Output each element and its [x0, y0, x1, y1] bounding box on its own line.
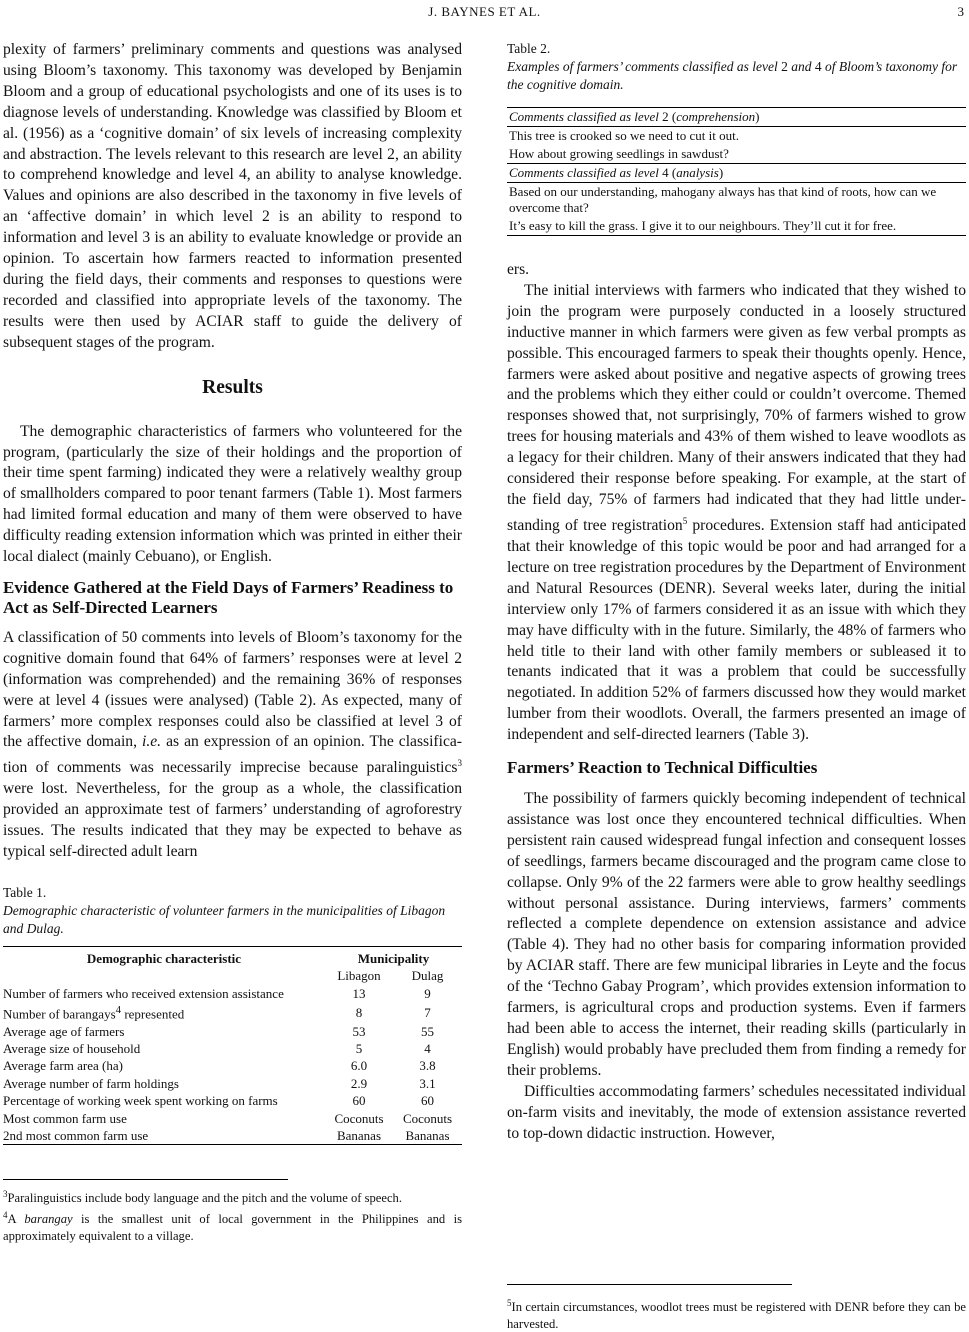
- table1-cell-dulag: 3.8: [419, 1058, 436, 1074]
- table1-cell-libagon: 13: [352, 985, 366, 1001]
- table1-label-text: Number of farmers who received extension assistance: [3, 985, 284, 1001]
- table2-sub1-b: (: [668, 109, 677, 124]
- table1-cell-dulag: Bananas: [405, 1128, 450, 1144]
- table1-label-text: Average age of farmers: [3, 1023, 125, 1039]
- table2-sub2-c: analysis: [676, 165, 719, 180]
- evidence-text-a: A classification of 50 comments into levels of Bloom’s taxonomy for the cognitive domain found that 64% of farmers’ responses were at level 2 (information was comprehended) and the remaining 36% of responses were at level 4 (issues were analysed) (Table 2). As expected, many of farmers’ more complex responses could also be classified at level 3 of the affective domain,: [3, 628, 462, 751]
- table1-cell-dulag: 3.1: [419, 1075, 436, 1091]
- table2-label: Table 2.: [507, 41, 551, 56]
- footnote-4-term: barangay: [24, 1212, 73, 1227]
- table1-cell-libagon: 8: [355, 1004, 363, 1020]
- table1-cell-libagon: 53: [352, 1023, 366, 1039]
- table1-cell-libagon: Coconuts: [334, 1110, 384, 1126]
- table1-cell-libagon: 5: [355, 1041, 363, 1057]
- table2-caption-n2: 4: [814, 59, 822, 74]
- table1-cell-label: [3, 1110, 325, 1127]
- table1-label-text: Number of barangays: [3, 1006, 116, 1022]
- results-paragraph: The demographic characteristics of farmers who volunteered for the program, (particularly the size of their holdings and the proportion of their time spent farming) indicated they were a relatively wealthy group of smallholders compared to poor tenant farmers (Table 1). Most farmers had limited formal education and many of them were observed to have difficulty reading extension information which was printed in either their local dialect (mainly Cebuano), or English.: [3, 422, 462, 566]
- reaction-paragraph-1: The possibility of farmers quickly becoming independent of technical assistance was lost once they encountered technical difficulties. When persistent rain caused widespread fungal infection and consequent losses of seedlings, farmers became discouraged and the program came close to collapse. Only 9% of the 22 farmers were able to grow healthy seedlings without personal assistance. During interviews, farmers’ comments reflected a complete dependence on extension assistance and advice (Table 4). They had no other basis for comparing information provided by ACIAR staff. There are few municipal libraries in Leyte and the focus of the ‘Techno Gabay Program’, which provides extension information to farmers, is agricultural crops and production systems. Even if farmers had been able to access the internet, their reading skills (particularly in English) would probably have precluded them from finding a remedy for their problems.: [507, 790, 966, 1079]
- running-header: [0, 0, 969, 22]
- table1-cell-dulag: Coconuts: [402, 1110, 453, 1126]
- evidence-paragraph: [3, 628, 462, 863]
- table2-caption-a: Examples of farmers’ comments classified as level: [507, 59, 782, 74]
- interview-text-a: The initial interviews with farmers who indicated that they wished to join the program were purposely conducted in a loosely structured inductive manner in which farmers were given as few verbal prompts as possible. This encouraged farmers to speak their thoughts openly. Hence, farmers were asked about positive and negative aspects of growing trees and the problems which they either could or couldn’t overcome. Themed responses showed that, not surprisingly, 70% of farmers wished to grow trees for housing materials and 43% of them wished to leave woodlots as a legacy for their children. Many of their answers indicated that they had considered their response before speaking. For example, at the start of the field day, 75% of farmers had indicated that they had little understanding of tree registration: [507, 281, 966, 535]
- table1-cell-label: [3, 1040, 325, 1057]
- table1-cell-libagon: 60: [352, 1093, 366, 1109]
- interview-paragraph: [507, 281, 966, 746]
- table1-label-text: Percentage of working week spent working on farms: [3, 1093, 278, 1109]
- table2-caption: [507, 40, 966, 94]
- table2-sub1-d: ): [755, 109, 760, 124]
- footnote-ref-5: 5: [682, 515, 688, 526]
- table1-cell-label: [3, 1092, 325, 1109]
- table2-sub1-a: Comments classified as level: [509, 109, 663, 124]
- right-column: [507, 40, 966, 1144]
- right-footnotes: [507, 1284, 966, 1332]
- footnote-rule: [3, 1179, 288, 1180]
- results-heading: Results: [202, 376, 263, 398]
- table1-col-libagon: Libagon: [337, 968, 381, 984]
- evidence-heading: Evidence Gathered at the Field Days of Farmers’ Readiness to Act as Self-Directed Learners: [3, 577, 454, 617]
- table1-row: [3, 1002, 462, 1023]
- table1-cell-libagon: 2.9: [350, 1075, 368, 1091]
- running-title: J. BAYNES ET AL.: [428, 4, 541, 19]
- table1-row: [3, 1110, 462, 1127]
- footnote-rule-right: [507, 1284, 792, 1285]
- evidence-text-b: as an expression of an opinion. The classification of comments was necessarily imprecise because paralinguistics: [3, 733, 462, 777]
- table1-cell-libagon: 6.0: [350, 1058, 368, 1074]
- table1-cell-dulag: 55: [421, 1023, 434, 1039]
- table1-row: [3, 1023, 462, 1040]
- footnote-4-pre: A: [7, 1212, 25, 1227]
- table2-caption-n1: 2: [781, 59, 788, 74]
- table1: [3, 946, 462, 1145]
- table1-cell-label: [3, 1002, 325, 1023]
- table1-label-text: Most common farm use: [3, 1110, 127, 1126]
- interview-text-b: procedures. Extension staff had anticipated that their knowledge of this topic would be poor and had arranged for a lecture on tree registration procedures by the Department of Environment and Natural Resources (DENR). Several weeks later, during the initial interview only 17% of farmers considered it as an issue with which they may have difficulty with in the future. Similarly, the 48% of farmers who held title to their land with other family members or subleased it to tenants indicated that it was a problem that could be successfully negotiated. In addition 52% of farmers discussed how they would market lumber from their woodlots. Overall, the farmers presented an image of independent and self-directed learners (Table 3).: [507, 517, 966, 744]
- table2-caption-c: of Bloom’s taxonomy for the cognitive domain.: [507, 59, 958, 92]
- left-column: [3, 40, 462, 1244]
- table1-cell-dulag: 9: [424, 985, 431, 1001]
- table1-col-dulag: Dulag: [411, 968, 444, 984]
- reaction-paragraph-2: Difficulties accommodating farmers’ schedules necessitated individual on-farm visits and inevitably, the mode of extension assistance reverted to top-down didactic instruction. However,: [507, 1082, 966, 1142]
- table1-row: [3, 1057, 462, 1074]
- table1-row: [3, 1075, 462, 1092]
- footnote-4-num: 4: [3, 1210, 8, 1221]
- footnote-3: [3, 1186, 462, 1207]
- table2-row: How about growing seedlings in sawdust?: [507, 145, 966, 164]
- reaction-heading: Farmers’ Reaction to Technical Difficulties: [507, 758, 818, 778]
- footnote-5-text: In certain circumstances, woodlot trees must be registered with DENR before they can be harvested.: [507, 1300, 966, 1331]
- table2-caption-text: [507, 58, 966, 94]
- table1-label: Table 1.: [3, 885, 47, 901]
- footnote-ref-3: 3: [457, 758, 462, 769]
- table1-caption-text: Demographic characteristic of volunteer farmers in the municipalities of Libagon and Dulag.: [3, 903, 446, 937]
- footnote-4-text: is the smallest unit of local government in the Philippines and is approximately equivalent to a village.: [3, 1212, 462, 1243]
- table1-label-text: 2nd most common farm use: [3, 1128, 149, 1144]
- footnote-5-num: 5: [507, 1298, 512, 1308]
- table1-cell-label: [3, 1023, 325, 1040]
- table1-cell-dulag: 7: [424, 1004, 431, 1020]
- table2-row: Based on our understanding, mahogany always has that kind of roots, how can we overcome that?: [509, 184, 937, 215]
- page-number: 3: [957, 4, 964, 19]
- table1-row: [3, 1040, 462, 1057]
- table1-label-tail: represented: [121, 1006, 185, 1022]
- table1-cell-label: [3, 985, 325, 1002]
- table1-cell-label: [3, 1075, 325, 1092]
- table1-row: [3, 1127, 462, 1145]
- table1-row: [3, 1092, 462, 1109]
- table1-cell-dulag: 60: [421, 1093, 434, 1109]
- table2: [507, 107, 966, 236]
- table2-caption-b: and: [787, 59, 815, 74]
- footnote-5: [507, 1295, 966, 1332]
- table2-row: It’s easy to kill the grass. I give it to our neighbours. They’ll cut it for free.: [509, 218, 897, 233]
- table1-cell-label: [3, 1127, 325, 1145]
- table2-sub1-c: comprehension: [676, 109, 756, 124]
- footnote-3-text: Paralinguistics include body language and the pitch and the volume of speech.: [7, 1191, 402, 1206]
- footnote-ref-4: 4: [115, 1003, 122, 1016]
- footnote-3-num: 3: [3, 1189, 8, 1200]
- table1-cell-label: [3, 1057, 325, 1074]
- table1-label-text: Average size of household: [3, 1041, 141, 1057]
- table1-caption: [3, 884, 462, 938]
- table1-cell-dulag: 4: [424, 1041, 431, 1057]
- table1-header-municipality: Municipality: [325, 947, 462, 968]
- table1-row: [3, 985, 462, 1002]
- table2-sub2-a: Comments classified as level: [509, 165, 663, 180]
- table1-header-characteristic: Demographic characteristic: [3, 947, 325, 968]
- table2-row: This tree is crooked so we need to cut it out.: [509, 128, 739, 143]
- intro-paragraph: plexity of farmers’ preliminary comments and questions was analysed using Bloom’s taxonomy. This taxonomy was developed by Benjamin Bloom and a group of educational psychologists and one of its uses is to diagnose levels of understanding. Knowledge was classified by Bloom et al. (1956) as a ‘cognitive domain’ of six levels of increasing complexity and abstraction. The levels relevant to this research are level 2, an ability to comprehend knowledge and level 4, an ability to analyse knowledge. Values and opinions are also described in the taxonomy in five levels of an ‘affective domain’ in which level 2 is an ability to respond to information and level 3 is an ability to evaluate knowledge or provide an opinion. To ascertain how farmers reacted to information presented during the field days, their comments and responses to questions were recorded and classified into appropriate levels of the taxonomy. The results were then used by ACIAR staff to guide the delivery of subsequent stages of the program.: [3, 41, 462, 351]
- table1-label-text: Average number of farm holdings: [3, 1075, 179, 1091]
- continued-word: ers.: [507, 261, 530, 278]
- table2-sub2-n: 4: [662, 165, 669, 180]
- footnote-4: [3, 1207, 462, 1244]
- table2-sub2-b: (: [668, 165, 677, 180]
- table2-sub-level2: [507, 108, 966, 127]
- table2-sub1-n: 2: [662, 109, 669, 124]
- table1-label-text: Average farm area (ha): [3, 1058, 123, 1074]
- table2-sub2-d: ): [718, 165, 724, 180]
- table2-sub-level4: [507, 164, 966, 183]
- evidence-text-c: were lost. Nevertheless, for the group as a whole, the classification provided an approximate test of farmers’ understanding of agroforestry issues. The results indicated that they may be expected to behave as typical self-directed adult learn: [3, 780, 462, 861]
- table1-cell-libagon: Bananas: [336, 1128, 382, 1144]
- evidence-ie: i.e.: [142, 733, 162, 751]
